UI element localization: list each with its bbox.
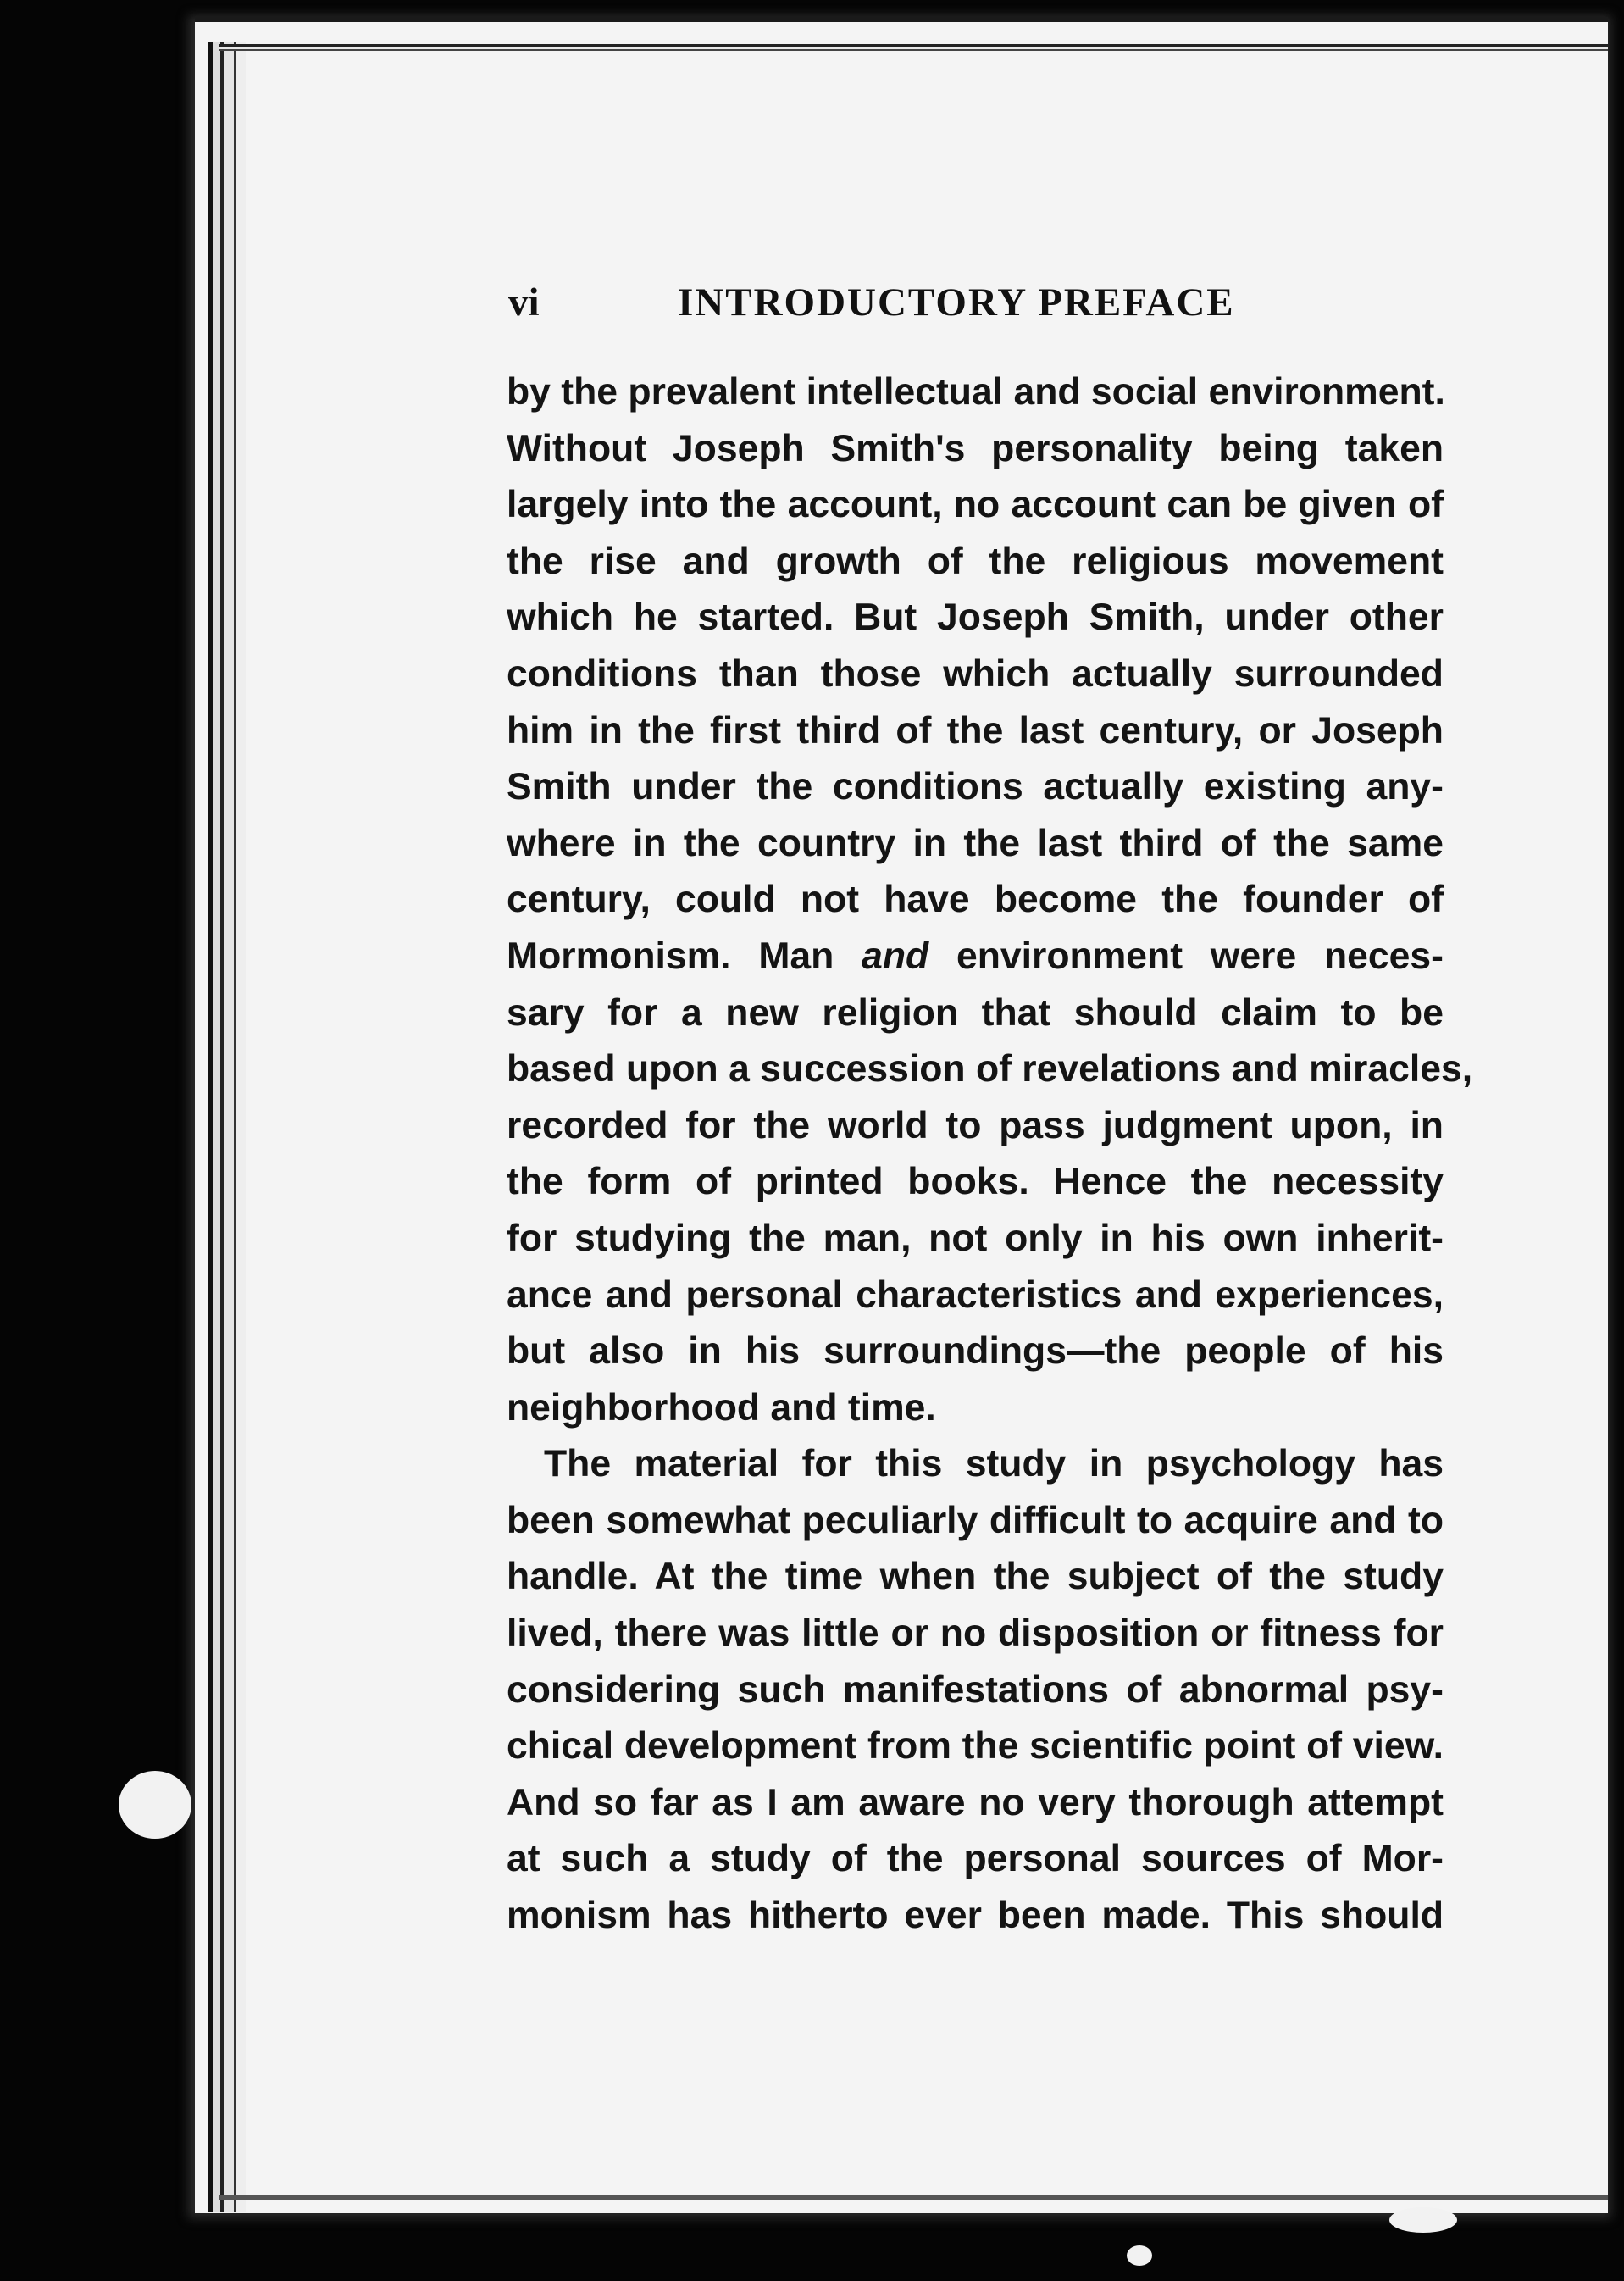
text-line: Smith under the conditions actually existing any- — [507, 766, 1444, 808]
running-head: INTRODUCTORY PREFACE — [678, 280, 1235, 325]
text-line: recorded for the world to pass judgment upon, in — [507, 1104, 1444, 1146]
page-top-border — [219, 44, 1608, 53]
text-line: for studying the man, not only in his own inherit- — [507, 1217, 1444, 1259]
text-line: considering such manifestations of abnormal psy- — [507, 1668, 1444, 1711]
text-line: the form of printed books. Hence the necessity — [507, 1161, 1444, 1203]
text-line: chical development from the scientific point of view. — [507, 1725, 1444, 1768]
text-line: Without Joseph Smith's personality being taken — [507, 427, 1444, 469]
text-line: handle. At the time when the subject of the study — [507, 1556, 1444, 1598]
text-line: Mormonism. Man and environment were neces- — [507, 935, 1444, 977]
text-line: conditions than those which actually surrounded — [507, 652, 1444, 695]
text-line: based upon a succession of revelations and miracles, — [507, 1048, 1473, 1091]
page-header — [508, 280, 1440, 330]
text-line: him in the first third of the last century, or Joseph — [507, 709, 1444, 752]
page-binding-edge — [208, 42, 246, 2212]
page-number: vi — [508, 280, 540, 325]
text-line: ance and personal characteristics and experiences, — [507, 1274, 1444, 1316]
text-line: lived, there was little or no disposition or fitness for — [507, 1612, 1444, 1655]
text-line: century, could not have become the founder of — [507, 879, 1444, 921]
text-line: The material for this study in psychology has — [544, 1443, 1444, 1485]
text-line: sary for a new religion that should claim to be — [507, 991, 1444, 1034]
text-line: at such a study of the personal sources of Mor- — [507, 1838, 1444, 1880]
text-line: the rise and growth of the religious movement — [507, 540, 1444, 582]
text-line: by the prevalent intellectual and social environment. — [507, 371, 1445, 413]
text-line: And so far as I am aware no very thorough attempt — [507, 1781, 1444, 1823]
scan-speck — [1127, 2245, 1152, 2266]
text-line: monism has hitherto ever been made. This should — [507, 1895, 1444, 1937]
text-line: where in the country in the last third of the same — [507, 822, 1444, 864]
text-line: but also in his surroundings—the people of his — [507, 1330, 1444, 1373]
text-line: been somewhat peculiarly difficult to acquire and to — [507, 1499, 1444, 1541]
text-line: which he started. But Joseph Smith, under other — [507, 597, 1444, 639]
text-line: neighborhood and time. — [507, 1386, 936, 1429]
page-bottom-border — [219, 2195, 1608, 2200]
text-line: largely into the account, no account can be given of — [507, 484, 1444, 526]
scan-speck — [119, 1771, 191, 1839]
body-text — [507, 364, 1473, 1945]
scan-speck — [1389, 2207, 1457, 2233]
